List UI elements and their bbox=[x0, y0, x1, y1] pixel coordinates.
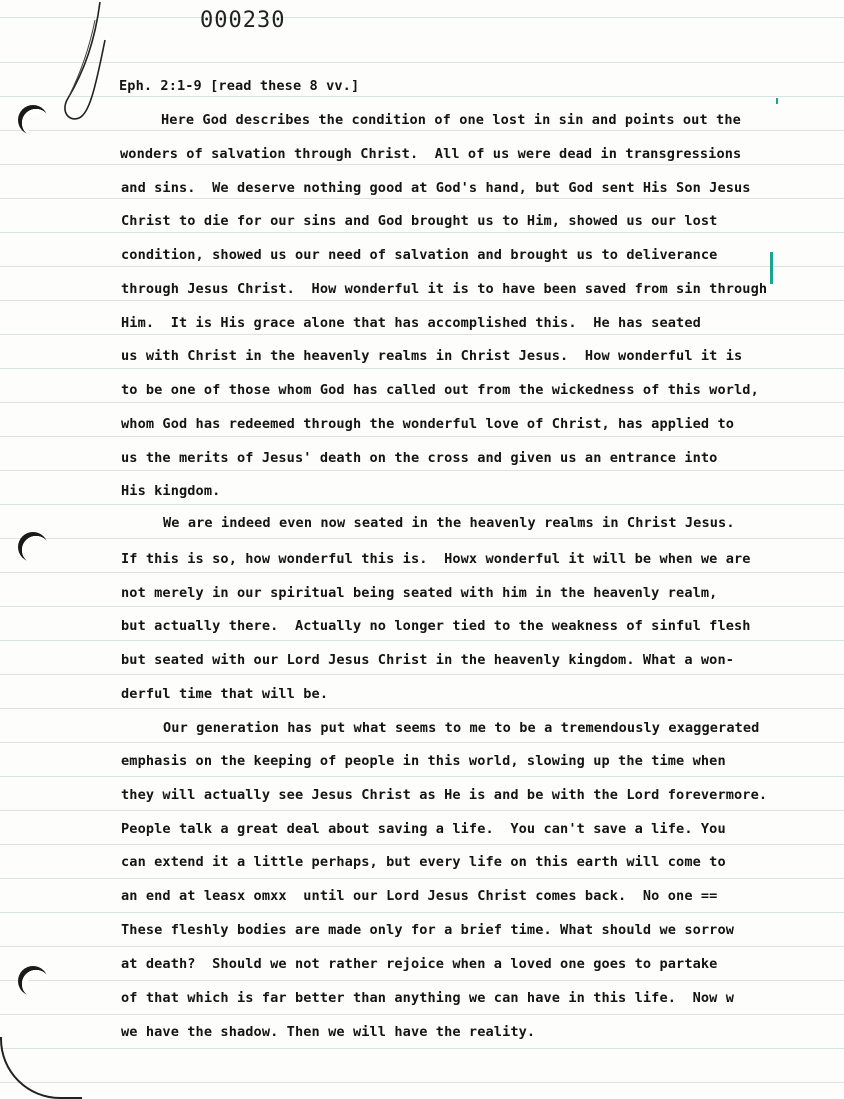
document-number: 000230 bbox=[200, 8, 286, 33]
text-line: Him. It is His grace alone that has accomplished this. He has seated bbox=[121, 315, 701, 331]
text-line: We are indeed even now seated in the heavenly realms in Christ Jesus. bbox=[163, 515, 735, 531]
text-line: at death? Should we not rather rejoice when a loved one goes to partake bbox=[121, 956, 718, 972]
text-line: not merely in our spiritual being seated with him in the heavenly realm, bbox=[121, 585, 718, 601]
text-line: us the merits of Jesus' death on the cross and given us an entrance into bbox=[121, 450, 718, 466]
text-line: we have the shadow. Then we will have the reality. bbox=[121, 1024, 536, 1040]
text-line: an end at leasx omxx until our Lord Jesus Christ comes back. No one == bbox=[121, 888, 718, 904]
text-line: wonders of salvation through Christ. All of us were dead in transgressions bbox=[120, 146, 742, 162]
text-line: can extend it a little perhaps, but every life on this earth will come to bbox=[121, 854, 726, 870]
text-line: condition, showed us our need of salvation and brought us to deliverance bbox=[121, 247, 718, 263]
text-line: of that which is far better than anything we can have in this life. Now w bbox=[121, 990, 735, 1006]
text-line: emphasis on the keeping of people in this world, slowing up the time when bbox=[121, 753, 726, 769]
text-line: us with Christ in the heavenly realms in Christ Jesus. How wonderful it is bbox=[121, 348, 743, 364]
text-line: they will actually see Jesus Christ as He is and be with the Lord forevermore. bbox=[121, 787, 768, 803]
text-line: to be one of those whom God has called out from the wickedness of this world, bbox=[121, 382, 759, 398]
text-line: derful time that will be. bbox=[121, 686, 329, 702]
text-line: whom God has redeemed through the wonderful love of Christ, has applied to bbox=[121, 416, 735, 432]
text-line: but actually there. Actually no longer tied to the weakness of sinful flesh bbox=[121, 618, 751, 634]
text-line: Christ to die for our sins and God brought us to Him, showed us our lost bbox=[121, 213, 718, 229]
text-line: and sins. We deserve nothing good at God's hand, but God sent His Son Jesus bbox=[121, 180, 751, 196]
text-line: These fleshly bodies are made only for a brief time. What should we sorrow bbox=[121, 922, 735, 938]
text-line: If this is so, how wonderful this is. Howx wonderful it will be when we are bbox=[121, 551, 751, 567]
text-line: People talk a great deal about saving a life. You can't save a life. You bbox=[121, 821, 726, 837]
heading-line: Eph. 2:1-9 [read these 8 vv.] bbox=[119, 78, 360, 94]
text-line: Our generation has put what seems to me to be a tremendously exaggerated bbox=[163, 720, 760, 736]
text-line: Here God describes the condition of one lost in sin and points out the bbox=[161, 112, 741, 128]
text-line: through Jesus Christ. How wonderful it is to have been saved from sin through bbox=[121, 281, 768, 297]
text-line: His kingdom. bbox=[121, 483, 221, 499]
text-line: but seated with our Lord Jesus Christ in the heavenly kingdom. What a won- bbox=[121, 652, 735, 668]
